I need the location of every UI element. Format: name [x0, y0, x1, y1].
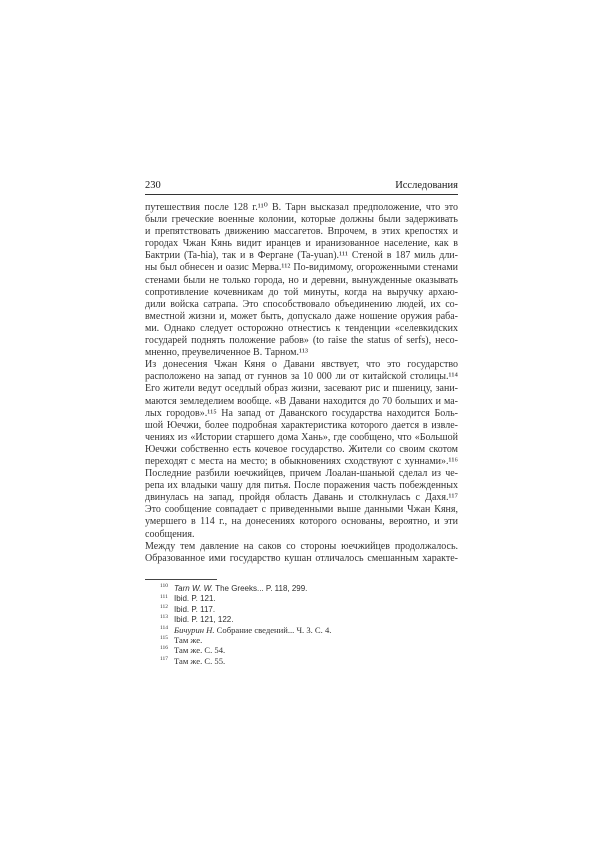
footnote-author: Tarn W. W. — [174, 584, 214, 593]
body-line: были греческие военные колонии, которые должны были задерживать — [145, 214, 458, 226]
body-line: Бактрии (Ta-hia), так и в Фергане (Ta-yuan).¹¹¹ Стеной в 187 миль дли- — [145, 250, 458, 262]
footnote-text: Ibid. P. 121. — [174, 594, 216, 604]
running-header: Исследования — [395, 180, 458, 191]
body-line: мненно, преувеличенное В. Тарном.¹¹³ — [145, 347, 308, 359]
body-line: городах Чжан Кянь видит иранцев и иранизованное население, как в — [145, 238, 458, 250]
footnote: 112 Ibid. P. 117. — [160, 603, 216, 614]
footnote: 115 Там же. — [160, 634, 203, 645]
footnote-author: Бичурин Н. — [174, 624, 215, 635]
body-line: и препятствовать движению массагетов. Впрочем, в этих крепостях и — [145, 226, 458, 238]
body-line: ми. Однако следует осторожно отнестись к тенденции «селевкидских — [145, 322, 458, 334]
body-line: расположено на запад от гуннов за 10 000 ли от китайской столицы.¹¹⁴ — [145, 371, 458, 383]
body-line: маются земледелием вообще. «В Давани находится до 70 больших и ма- — [145, 395, 458, 407]
body-line: репа их владыки чашу для питья. После поражения часть побежденных — [145, 480, 458, 492]
footnote-text: Там же. — [174, 634, 203, 645]
body-line: Между тем давление на саков со стороны юечжийцев продолжалось. — [145, 540, 458, 552]
body-line: Из донесения Чжан Кяня о Давани явствует, что это государство — [145, 359, 458, 371]
body-line: умершего в 114 г., на донесениях которого основаны, вероятно, и эти — [145, 516, 458, 528]
footnote-text: Там же. С. 54. — [174, 645, 226, 656]
header-rule — [145, 194, 458, 195]
body-line: путешествия после 128 г.¹¹⁰ В. Тарн высказал предположение, что это — [145, 202, 458, 213]
body-line: сопротивление кочевникам до той минуты, когда на выручку архаю- — [145, 286, 458, 298]
footnote-rule — [145, 579, 217, 580]
body-line: Последние разбили юечжийцев, причем Лоалан-шаньюй сделал из че- — [145, 468, 458, 480]
body-line: Образованное ими государство кушан отличалось смешанным характе- — [145, 552, 458, 564]
footnote-text: Там же. С. 55. — [174, 655, 226, 666]
body-line: шой Юечжи, более подробная характеристика которого дается в извле- — [145, 419, 458, 431]
footnote-text: Ibid. P. 117. — [174, 604, 216, 614]
body-line: чениях из «Истории старшего дома Хань», где сообщено, что «Большой — [145, 431, 458, 443]
footnote-text: The Greeks... P. 118, 299. — [213, 584, 308, 593]
body-line: переходят с места на место; в обыкновениях сходствуют с хуннами».¹¹⁶ — [145, 455, 458, 467]
body-line: ны был обнесен и оазис Мерва.¹¹² По-видимому, огороженными стенами — [145, 262, 458, 274]
body-line: лых городов».¹¹⁵ На запад от Даванского государства находится Боль- — [145, 407, 458, 419]
footnote-text: Ibid. P. 121, 122. — [174, 615, 234, 625]
body-line: вместной жизни и, может быть, допускало даже ношение оружия раба- — [145, 310, 458, 322]
body-line: двинулась на запад, пройдя область Давань и столкнулась с Дахя.¹¹⁷ — [145, 492, 458, 504]
footnote: 117 Там же. С. 55. — [160, 655, 226, 666]
body-text — [145, 202, 458, 565]
footnote: 116 Там же. С. 54. — [160, 645, 226, 656]
footnotes — [160, 583, 458, 666]
body-line: стенами были не только города, но и деревни, вынужденные оказывать — [145, 274, 458, 286]
body-line: сообщения. — [145, 528, 195, 540]
body-line: Его жители ведут оседлый образ жизни, засевают рис и пшеницу, зани- — [145, 383, 458, 395]
footnote: 111 Ibid. P. 121. — [160, 593, 216, 604]
footnote: 110 Tarn W. W. The Greeks... P. 118, 299. — [160, 583, 308, 593]
footnote-text: Собрание сведений... Ч. 3. С. 4. — [214, 624, 332, 635]
page-number: 230 — [145, 180, 161, 191]
footnote: 113 Ibid. P. 121, 122. — [160, 614, 234, 625]
body-line: Это сообщение совпадает с приведенными выше данными Чжан Кяня, — [145, 504, 458, 516]
body-line: государей поднять положение рабов» (to raise the status of serfs), несо- — [145, 335, 458, 347]
footnote: 114 Бичурин Н. Собрание сведений... Ч. 3. С. 4. — [160, 624, 332, 635]
body-line: дили войска сатрапа. Это способствовало объединению людей, их со- — [145, 298, 458, 310]
body-line: Юечжи собственно есть кочевое государство. Жители со своим скотом — [145, 443, 458, 455]
